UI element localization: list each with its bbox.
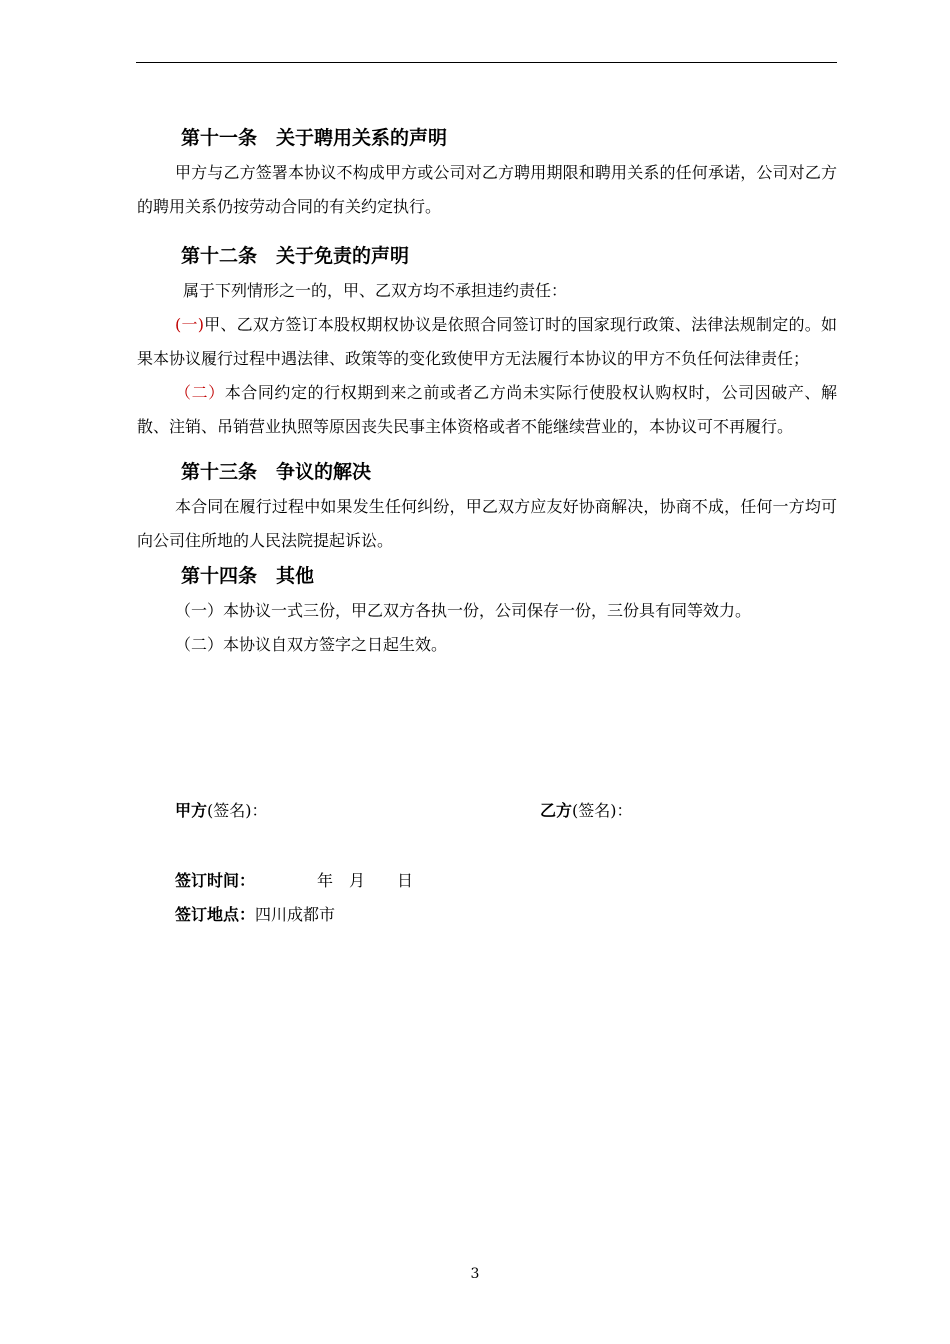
clause-item-1 <box>137 308 837 376</box>
signing-place <box>175 902 335 925</box>
party-b-label: 乙方 <box>540 801 573 820</box>
date-value: 年 月 日 <box>317 871 414 890</box>
section-heading: 第十四条 其他 <box>181 565 315 587</box>
party-b-signature <box>540 798 633 821</box>
section-13 <box>137 454 837 558</box>
clause-item-2: （二）本协议自双方签字之日起生效。 <box>175 635 448 654</box>
party-b-suffix: (签名)： <box>572 801 633 820</box>
section-intro: 属于下列情形之一的，甲、乙双方均不承担违约责任： <box>183 281 568 300</box>
date-label: 签订时间： <box>175 871 256 890</box>
section-paragraph: 本合同在履行过程中如果发生任何纠纷，甲乙双方应友好协商解决，协商不成，任何一方均可向公司住所地的人民法院提起诉讼。 <box>137 497 837 550</box>
section-14 <box>137 558 837 662</box>
signing-date <box>175 868 413 891</box>
header-rule <box>136 62 837 63</box>
section-heading: 第十二条 关于免责的声明 <box>181 245 410 267</box>
section-heading: 第十一条 关于聘用关系的声明 <box>181 127 448 149</box>
clause-item-prefix: (一) <box>175 315 204 334</box>
clause-item-1: （一）本协议一式三份，甲乙双方各执一份，公司保存一份，三份具有同等效力。 <box>175 601 752 620</box>
section-12 <box>137 238 837 444</box>
page-number: 3 <box>470 1266 480 1282</box>
clause-item-text: 甲、乙双方签订本股权期权协议是依照合同签订时的国家现行政策、法律法规制定的。如果本协议履行过程中遇法律、政策等的变化致使甲方无法履行本协议的甲方不负任何法律责任； <box>137 315 837 368</box>
party-a-suffix: (签名)： <box>207 801 268 820</box>
place-value: 四川成都市 <box>255 905 336 924</box>
place-label: 签订地点： <box>175 905 256 924</box>
section-paragraph: 甲方与乙方签署本协议不构成甲方或公司对乙方聘用期限和聘用关系的任何承诺，公司对乙方的聘用关系仍按劳动合同的有关约定执行。 <box>137 163 837 216</box>
clause-item-prefix: （二） <box>175 383 225 402</box>
clause-item-text: 本合同约定的行权期到来之前或者乙方尚未实际行使股权认购权时，公司因破产、解散、注销、吊销营业执照等原因丧失民事主体资格或者不能继续营业的，本协议可不再履行。 <box>137 383 837 436</box>
document-body <box>137 120 837 662</box>
party-a-label: 甲方 <box>175 801 208 820</box>
party-a-signature <box>175 798 268 821</box>
section-11 <box>137 120 837 224</box>
clause-item-2 <box>137 376 837 444</box>
section-heading: 第十三条 争议的解决 <box>181 461 372 483</box>
